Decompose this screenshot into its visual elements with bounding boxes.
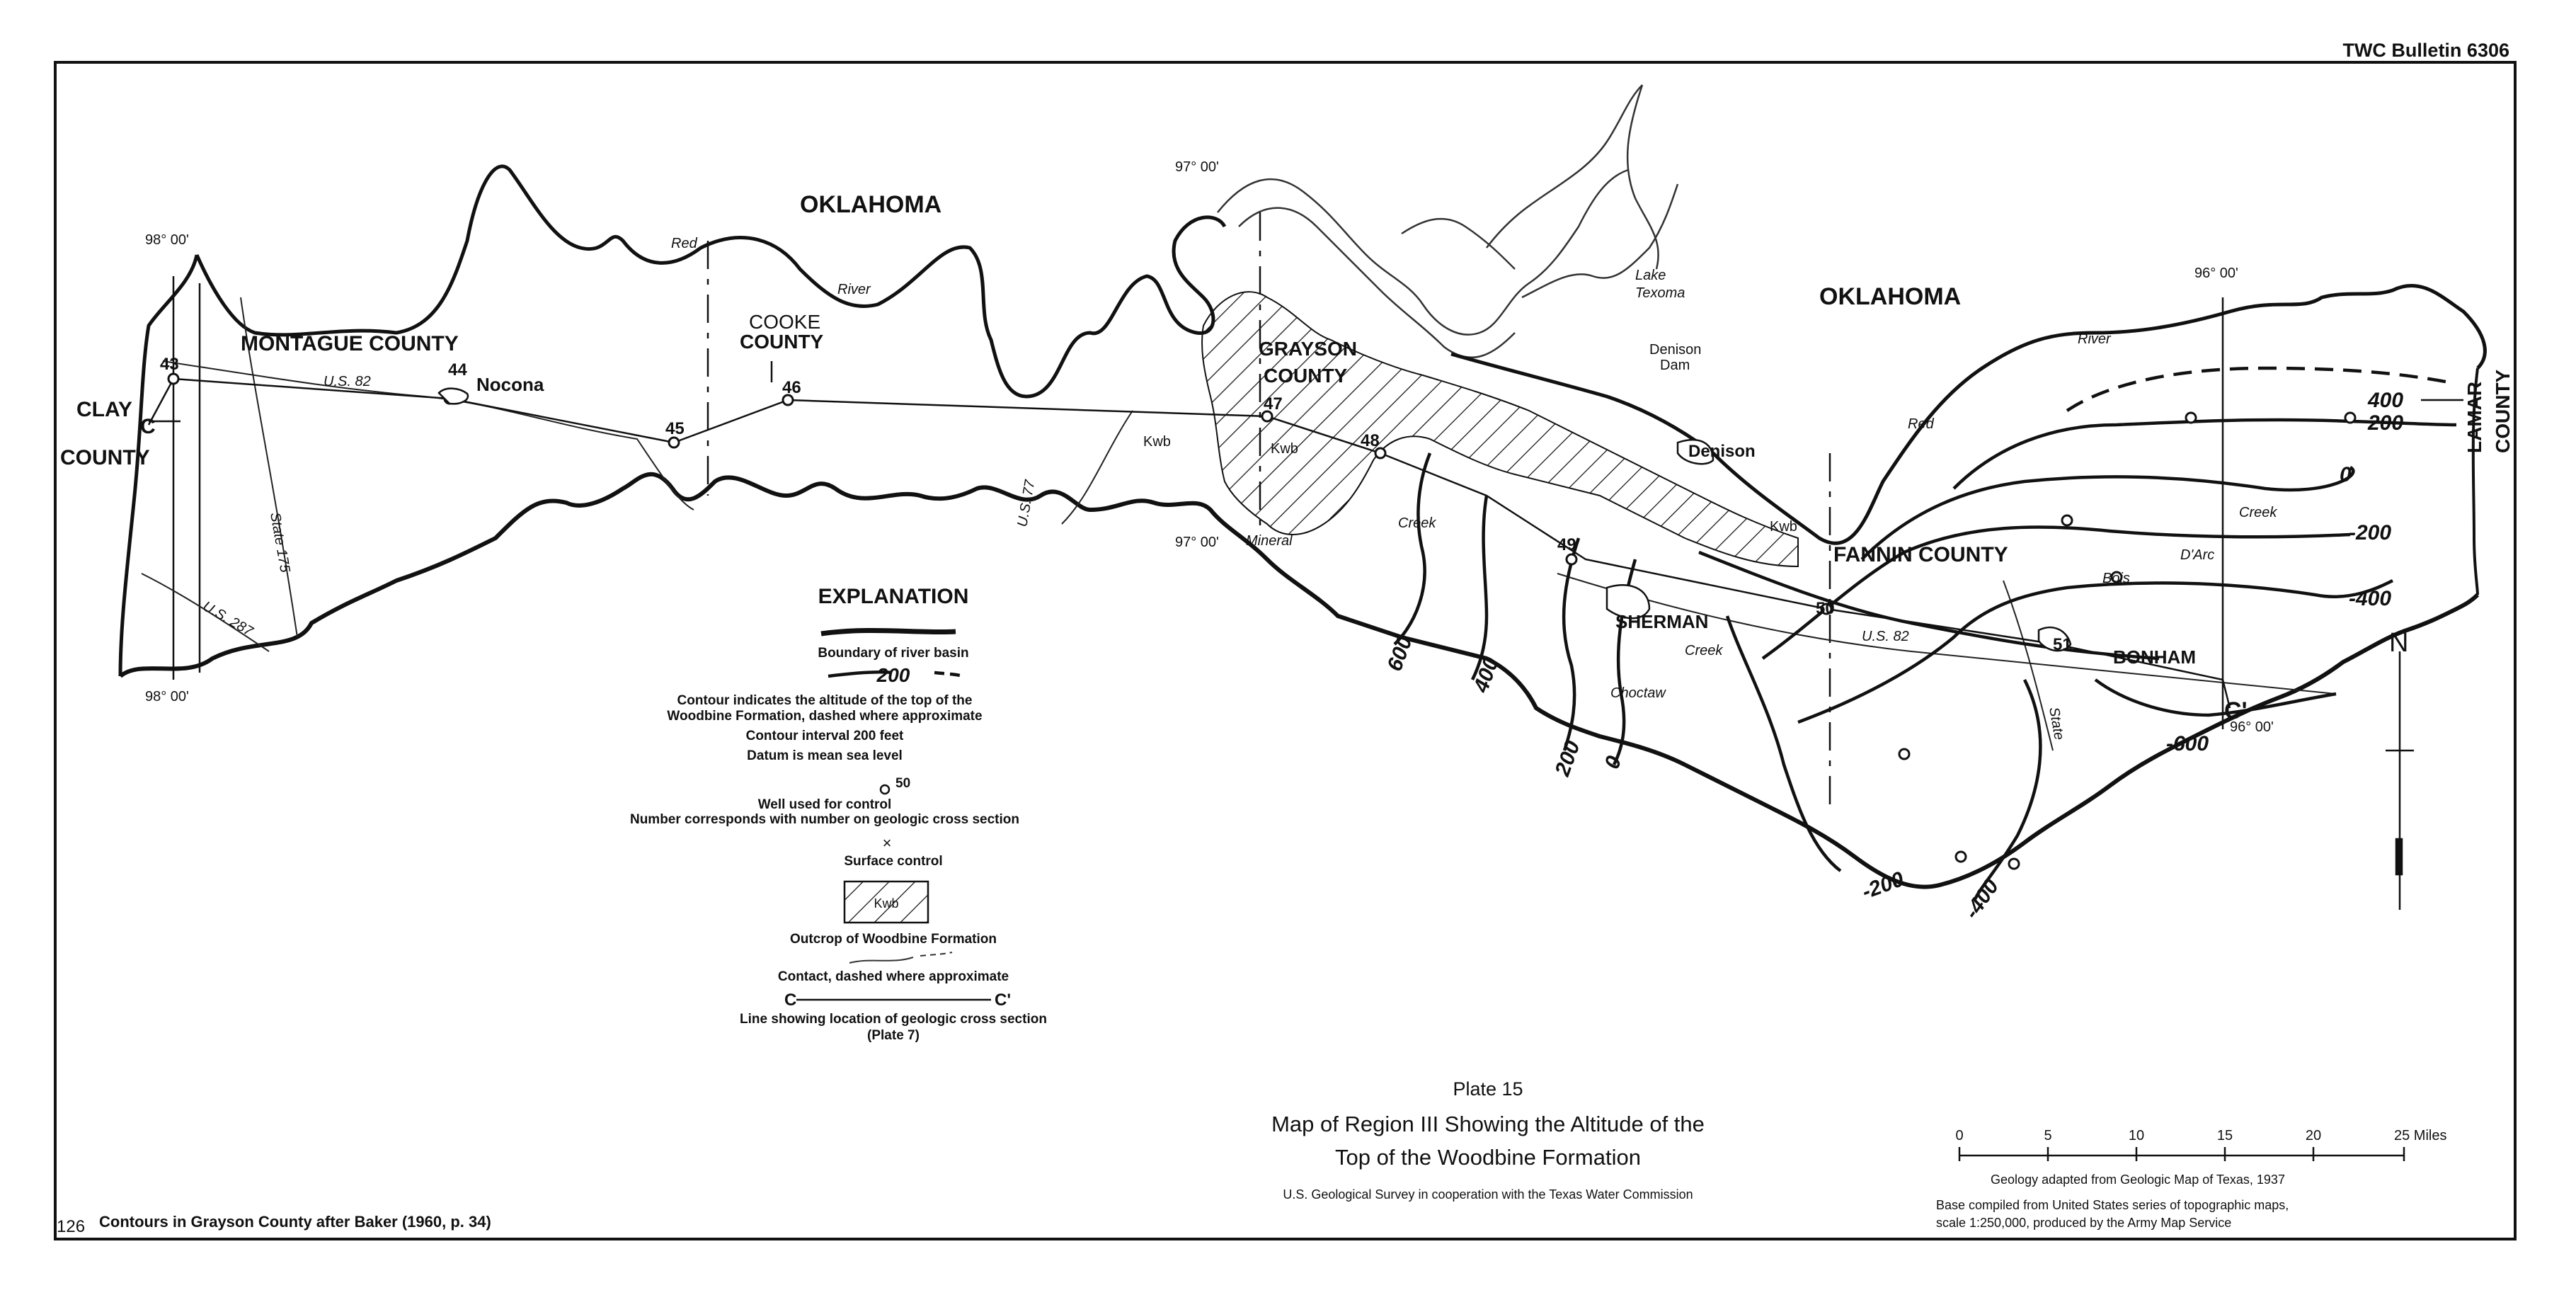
county-fannin: FANNIN COUNTY xyxy=(1833,543,2008,566)
legend-surface: Surface control xyxy=(844,854,943,869)
contour-600-w xyxy=(1395,453,1430,644)
contour-label-m600-s: -600 xyxy=(2166,732,2209,755)
legend-well-desc-1: Well used for control xyxy=(757,797,892,812)
label-red-2: Red xyxy=(1908,416,1934,432)
contour-inner-1 xyxy=(1699,552,2159,658)
county-montague: MONTAGUE COUNTY xyxy=(241,332,459,355)
road-us77: U.S. 77 xyxy=(1014,479,1038,528)
scale-bar xyxy=(1959,1147,2404,1161)
well-label-43: 43 xyxy=(160,355,179,374)
north-label: N xyxy=(2389,628,2409,658)
map-title-1: Map of Region III Showing the Altitude of the xyxy=(1271,1112,1705,1136)
label-creek-2: Creek xyxy=(1685,643,1723,658)
town-sherman: SHERMAN xyxy=(1615,611,1709,632)
legend-contour-desc-1: Contour indicates the altitude of the top of the xyxy=(677,693,973,708)
well-label-44: 44 xyxy=(448,360,467,380)
county-cooke-1: COOKE xyxy=(749,311,821,333)
contour-label-m400-e: -400 xyxy=(2349,587,2392,610)
well-label-51: 51 xyxy=(2053,635,2072,654)
legend-boundary: Boundary of river basin xyxy=(818,646,969,661)
legend-line-c-prime: C' xyxy=(995,991,1012,1010)
outcrop-kwb-1: Kwb xyxy=(1143,434,1171,450)
legend-line-desc-2: (Plate 7) xyxy=(867,1028,920,1043)
map-title-2: Top of the Woodbine Formation xyxy=(1335,1145,1641,1170)
contour-label-400-e: 400 xyxy=(2368,389,2404,412)
well-label-49: 49 xyxy=(1557,535,1576,554)
label-denison-dam-1: Denison xyxy=(1649,342,1702,358)
label-river-2: River xyxy=(2078,331,2111,347)
contour-label-600-w: 600 xyxy=(1383,633,1417,675)
road-us287: U.S. 287 xyxy=(200,598,256,640)
scale-tick-0: 0 xyxy=(1955,1128,1964,1143)
contour-400-w xyxy=(1472,496,1487,680)
legend-contour-interval: Contour interval 200 feet xyxy=(745,729,904,743)
north-arrow xyxy=(2386,651,2414,910)
county-lamar-2: COUNTY xyxy=(2492,369,2514,453)
source-note-2: Base compiled from United States series of topographic maps, xyxy=(1936,1198,2289,1212)
label-denison-dam-2: Dam xyxy=(1660,358,1690,373)
legend-line-desc-1: Line showing location of geologic cross section xyxy=(740,1012,1047,1027)
footer-note: Contours in Grayson County after Baker (1960, p. 34) xyxy=(99,1213,491,1231)
legend-surface-symbol: × xyxy=(882,834,892,852)
legend-well-number: 50 xyxy=(895,776,911,791)
county-grayson-1: GRAYSON xyxy=(1259,338,1358,360)
road-us82-a: U.S. 82 xyxy=(324,374,371,389)
county-clay-2: COUNTY xyxy=(60,446,150,469)
contour-label-m200-s: -200 xyxy=(1859,867,1907,904)
legend-contour-value: 200 xyxy=(876,664,910,686)
label-mineral: Mineral xyxy=(1246,533,1293,549)
scale-tick-25: 25 Miles xyxy=(2394,1128,2447,1143)
label-creek-1: Creek xyxy=(1398,515,1436,531)
label-lake: Lake xyxy=(1635,268,1666,283)
county-clay-1: CLAY xyxy=(76,398,132,421)
legend-line-c: C xyxy=(784,991,797,1010)
legend-outcrop-symbol: Kwb xyxy=(874,896,899,911)
town-denison: Denison xyxy=(1688,442,1756,461)
label-texoma: Texoma xyxy=(1635,285,1685,301)
contour-label-0-e: 0 xyxy=(2340,463,2352,486)
county-cooke-2: COUNTY xyxy=(740,331,824,353)
section-end-c-prime: C' xyxy=(2224,697,2248,724)
bulletin-label: TWC Bulletin 6306 xyxy=(2342,40,2509,61)
road-state-east: State xyxy=(2046,706,2067,741)
red-river-boundary-east xyxy=(1451,285,2485,543)
well-label-50: 50 xyxy=(1816,599,1835,618)
contour-label-200-w: 200 xyxy=(1550,738,1585,780)
outcrop-kwb-2: Kwb xyxy=(1271,441,1298,457)
contour-200-w xyxy=(1564,538,1579,751)
coord-96-top: 96° 00' xyxy=(2194,266,2238,281)
road-us82-b: U.S. 82 xyxy=(1862,629,1909,644)
state-label-east: OKLAHOMA xyxy=(1819,283,1962,310)
state-label-west: OKLAHOMA xyxy=(800,191,942,218)
plate-label: Plate 15 xyxy=(1453,1078,1523,1100)
legend-title: EXPLANATION xyxy=(818,585,969,608)
label-choctaw: Choctaw xyxy=(1610,685,1666,701)
contour-label-m400-s: -400 xyxy=(1959,874,2004,924)
label-creek-3: Creek xyxy=(2239,505,2277,520)
source-note-3: scale 1:250,000, produced by the Army Map Service xyxy=(1936,1216,2232,1230)
county-lamar-1: LAMAR xyxy=(2463,381,2485,453)
contour-label-0-w: 0 xyxy=(1600,753,1627,772)
label-bois: Bois xyxy=(2102,571,2130,586)
scale-tick-5: 5 xyxy=(2044,1128,2052,1143)
woodbine-outcrop xyxy=(1202,292,1798,566)
legend-well-desc-2: Number corresponds with number on geologic cross section xyxy=(629,812,1020,827)
road-state175: State 175 xyxy=(267,511,293,574)
legend-contact: Contact, dashed where approximate xyxy=(777,969,1009,984)
map-credit: U.S. Geological Survey in cooperation with the Texas Water Commission xyxy=(1283,1187,1693,1202)
scale-tick-20: 20 xyxy=(2305,1128,2322,1143)
contour-label-200-e: 200 xyxy=(2368,411,2404,435)
label-red-1: Red xyxy=(671,236,697,251)
red-river-boundary xyxy=(197,166,1225,397)
town-bonham: BONHAM xyxy=(2113,646,2196,668)
contour-minus600-s xyxy=(2095,680,2336,715)
page-number: 126 xyxy=(57,1217,86,1236)
well-label-45: 45 xyxy=(665,419,685,438)
legend-contour-desc-2: Woodbine Formation, dashed where approximate xyxy=(667,709,983,724)
coord-98-top: 98° 00' xyxy=(145,232,189,248)
label-darc: D'Arc xyxy=(2180,547,2215,563)
coord-97-top: 97° 00' xyxy=(1175,159,1219,175)
legend-datum: Datum is mean sea level xyxy=(747,748,903,763)
contour-minus200-s xyxy=(1727,616,1841,871)
well-label-48: 48 xyxy=(1361,431,1380,450)
outcrop-kwb-3: Kwb xyxy=(1770,519,1797,535)
well-label-47: 47 xyxy=(1264,394,1283,413)
coord-98-bot: 98° 00' xyxy=(145,689,189,704)
coord-97-bot: 97° 00' xyxy=(1175,535,1219,550)
town-nocona: Nocona xyxy=(476,374,544,395)
coord-96-bot: 96° 00' xyxy=(2230,719,2274,735)
county-grayson-2: COUNTY xyxy=(1264,365,1348,387)
well-label-46: 46 xyxy=(782,378,801,397)
legend-outcrop: Outcrop of Woodbine Formation xyxy=(789,932,997,947)
label-river-1: River xyxy=(837,282,871,297)
scale-tick-10: 10 xyxy=(2128,1128,2145,1143)
source-note-1: Geology adapted from Geologic Map of Texas, 1937 xyxy=(1991,1173,2285,1187)
scale-tick-15: 15 xyxy=(2216,1128,2233,1143)
basin-boundary-south xyxy=(120,474,2478,887)
section-end-c: C xyxy=(140,415,156,438)
contour-label-400-w: 400 xyxy=(1469,654,1504,696)
contour-label-m200-e: -200 xyxy=(2349,521,2392,544)
